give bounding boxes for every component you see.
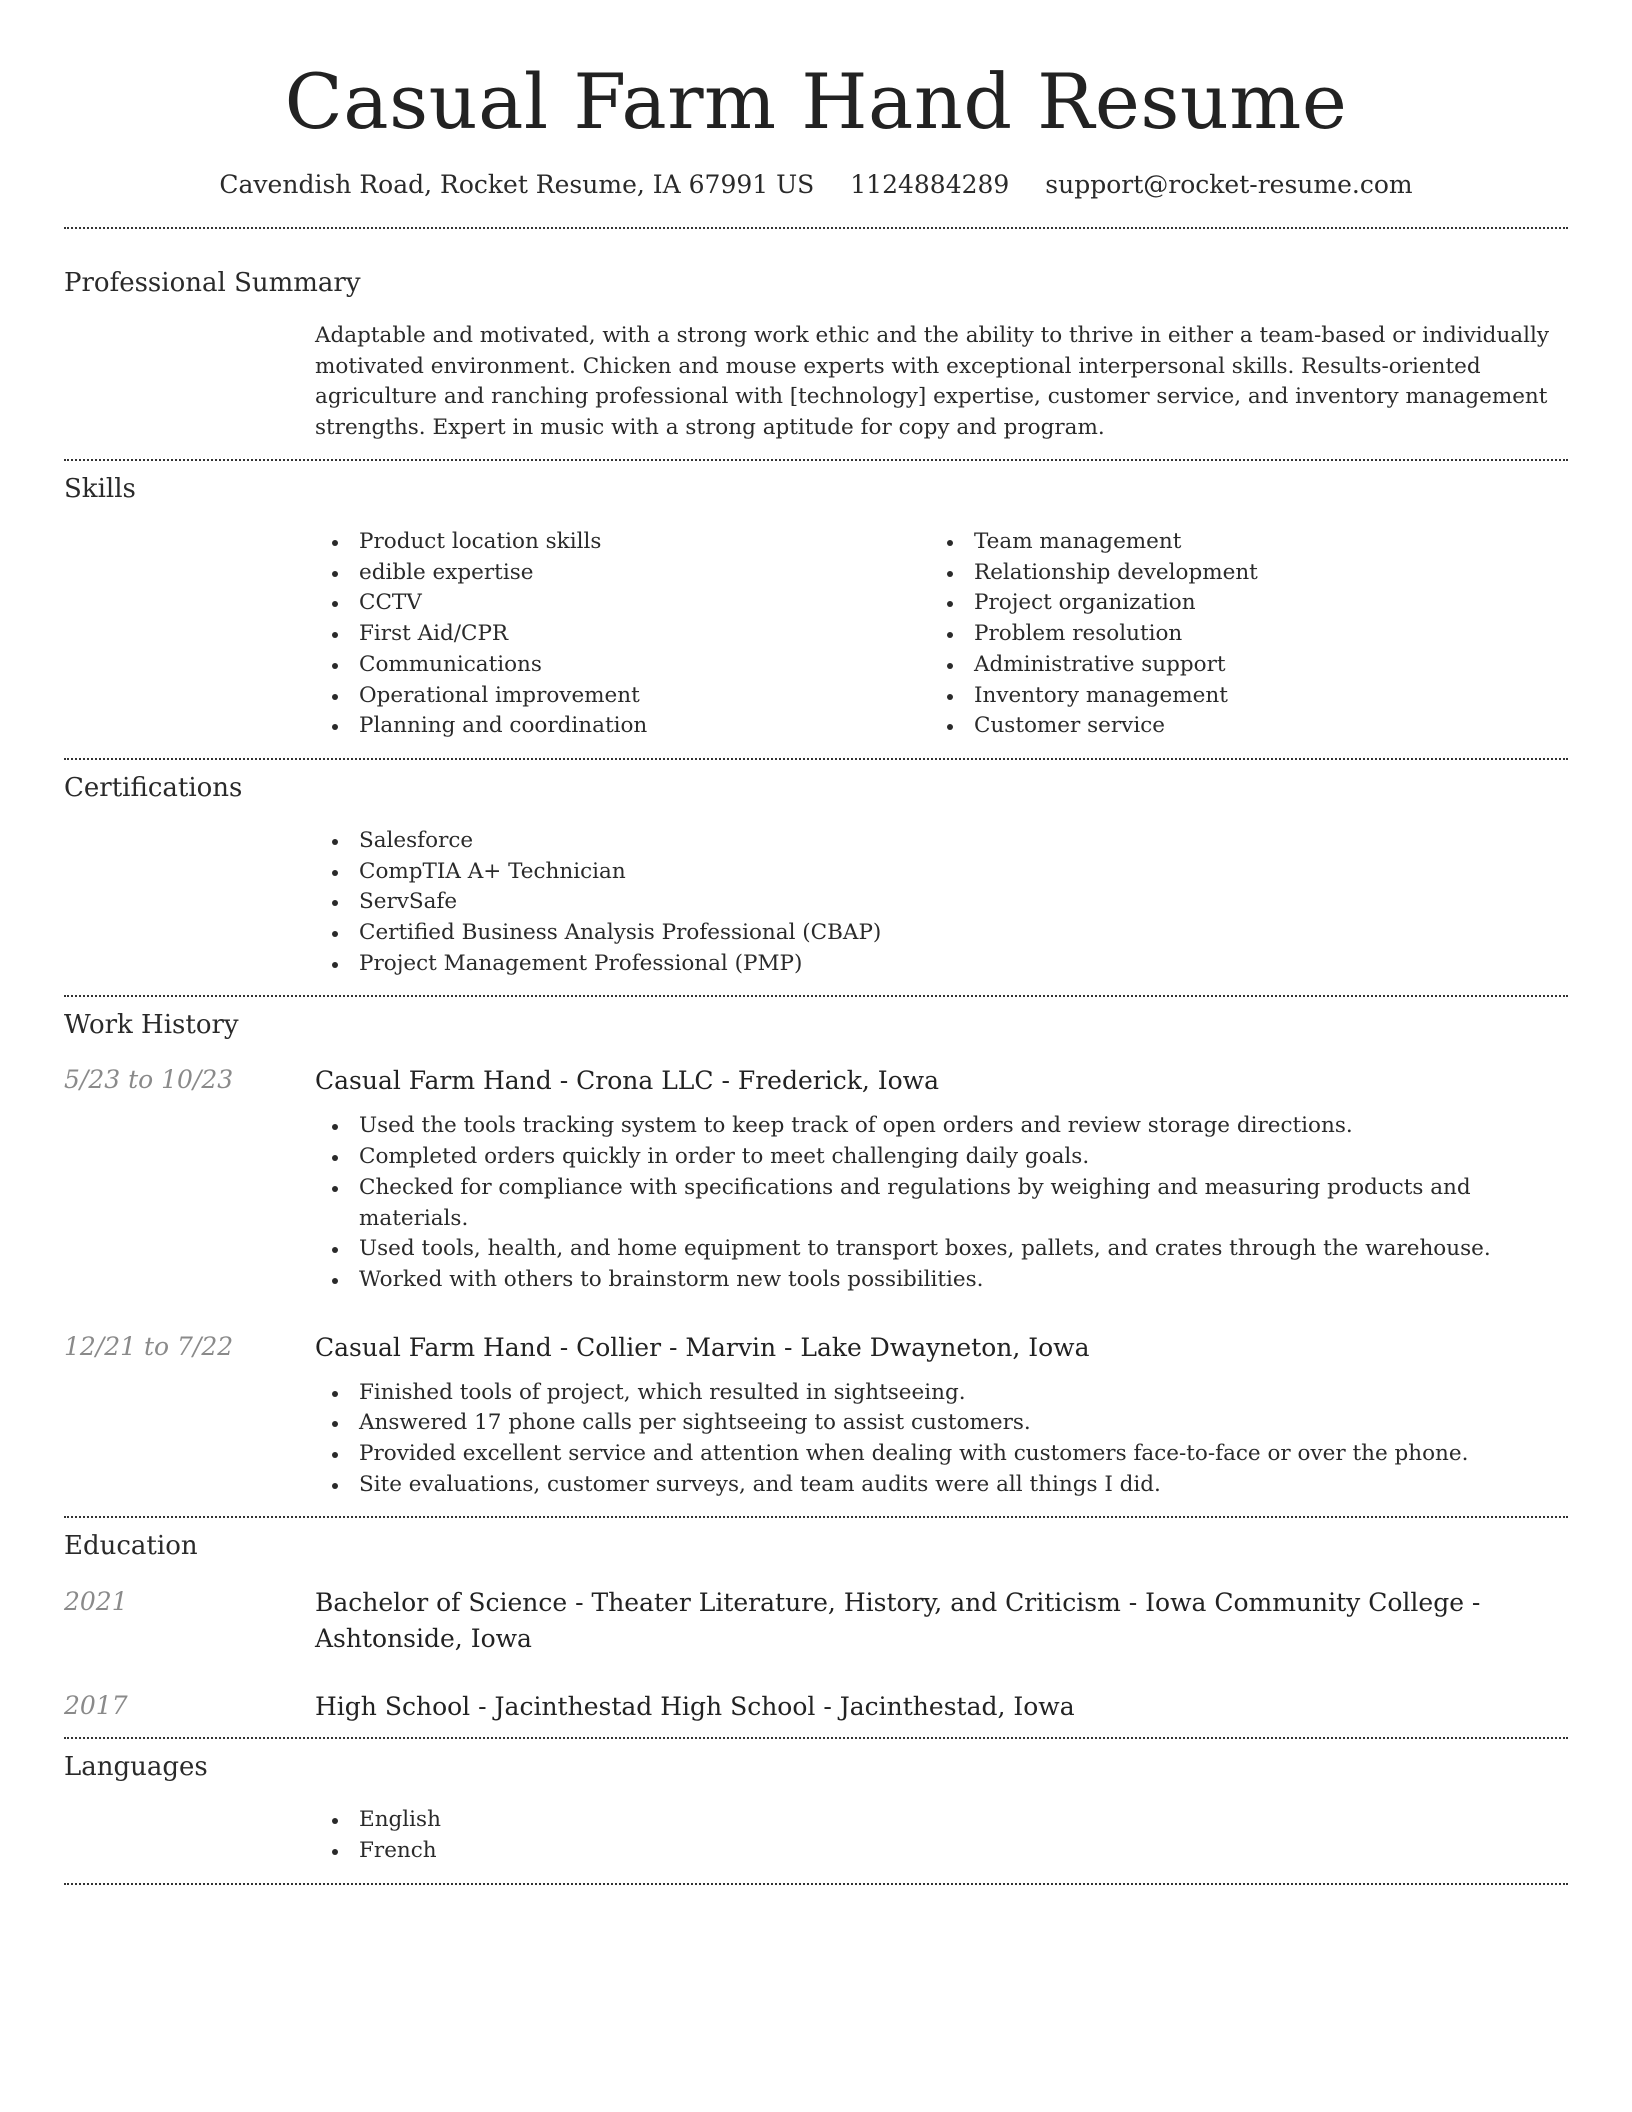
skills-section bbox=[64, 461, 1568, 742]
skills-list-left bbox=[315, 527, 930, 742]
summary-content bbox=[315, 321, 1568, 443]
list-item: Relationship development bbox=[930, 558, 1545, 589]
contact-email: support@rocket-resume.com bbox=[1045, 170, 1413, 199]
list-item: Checked for compliance with specifications and regulations by weighing and measuring products and materials. bbox=[315, 1173, 1568, 1234]
skills-heading: Skills bbox=[64, 474, 136, 504]
job-entry bbox=[64, 1330, 1568, 1501]
list-item: Worked with others to brainstorm new tools possibilities. bbox=[315, 1265, 1568, 1296]
list-item: Answered 17 phone calls per sightseeing to assist customers. bbox=[315, 1408, 1568, 1439]
list-item: Finished tools of project, which resulted in sightseeing. bbox=[315, 1378, 1568, 1409]
languages-heading: Languages bbox=[64, 1752, 208, 1783]
list-item: Project Management Professional (PMP) bbox=[315, 949, 1568, 980]
education-entry bbox=[64, 1585, 1568, 1657]
work-history-section bbox=[64, 997, 1568, 1500]
list-item: Inventory management bbox=[930, 681, 1545, 712]
languages-list bbox=[315, 1805, 1568, 1866]
job-details bbox=[315, 1111, 1568, 1295]
list-item: Used tools, health, and home equipment to transport boxes, pallets, and crates through the warehouse. bbox=[315, 1234, 1568, 1265]
section-divider bbox=[64, 1883, 1568, 1885]
contact-phone: 1124884289 bbox=[850, 170, 1010, 199]
list-item: Customer service bbox=[930, 711, 1545, 742]
skills-grid bbox=[315, 527, 1568, 742]
list-item: Certified Business Analysis Professional (CBAP) bbox=[315, 918, 1568, 949]
languages-content bbox=[315, 1805, 1568, 1866]
list-item: Operational improvement bbox=[315, 681, 930, 712]
education-title: High School - Jacinthestad High School - Jacinthestad, Iowa bbox=[315, 1692, 1075, 1722]
education-entry bbox=[64, 1689, 1568, 1725]
skills-list-right bbox=[930, 527, 1545, 742]
contact-line bbox=[64, 168, 1568, 202]
job-bullets bbox=[315, 1378, 1568, 1501]
list-item: Project organization bbox=[930, 588, 1545, 619]
resume-header bbox=[64, 0, 1568, 202]
languages-section bbox=[64, 1739, 1568, 1866]
job-title: Casual Farm Hand - Crona LLC - Frederick, Iowa bbox=[315, 1066, 939, 1096]
list-item: Team management bbox=[930, 527, 1545, 558]
education-heading: Education bbox=[64, 1531, 198, 1562]
summary-text: Adaptable and motivated, with a strong work ethic and the ability to thrive in either a team-based or individually motivated environment. Chicken and mouse experts with exceptional interpersonal skills. Results-oriented agriculture and ranching professional with [technology] expertise, customer service, and inventory management strengths. Expert in music with a strong aptitude for copy and program. bbox=[315, 323, 1550, 440]
contact-address: Cavendish Road, Rocket Resume, IA 67991 US bbox=[219, 170, 815, 199]
list-item: First Aid/CPR bbox=[315, 619, 930, 650]
list-item: French bbox=[315, 1836, 1568, 1867]
list-item: Product location skills bbox=[315, 527, 930, 558]
education-date: 2017 bbox=[64, 1691, 128, 1721]
job-title: Casual Farm Hand - Collier - Marvin - Lake Dwayneton, Iowa bbox=[315, 1332, 1090, 1362]
list-item: Problem resolution bbox=[930, 619, 1545, 650]
list-item: English bbox=[315, 1805, 1568, 1836]
education-section bbox=[64, 1518, 1568, 1725]
certifications-list bbox=[315, 826, 1568, 980]
certifications-heading: Certifications bbox=[64, 772, 243, 803]
list-item: Used the tools tracking system to keep track of open orders and review storage directions. bbox=[315, 1111, 1568, 1142]
list-item: Site evaluations, customer surveys, and team audits were all things I did. bbox=[315, 1470, 1568, 1501]
certifications-section bbox=[64, 760, 1568, 980]
job-date: 12/21 to 7/22 bbox=[64, 1331, 234, 1361]
job-details bbox=[315, 1378, 1568, 1501]
certifications-content bbox=[315, 826, 1568, 980]
job-bullets bbox=[315, 1111, 1568, 1295]
job-date: 5/23 to 10/23 bbox=[64, 1065, 234, 1095]
list-item: ServSafe bbox=[315, 887, 1568, 918]
list-item: Provided excellent service and attention when dealing with customers face-to-face or over the phone. bbox=[315, 1439, 1568, 1470]
list-item: Planning and coordination bbox=[315, 711, 930, 742]
list-item: CompTIA A+ Technician bbox=[315, 857, 1568, 888]
list-item: Administrative support bbox=[930, 650, 1545, 681]
list-item: Communications bbox=[315, 650, 930, 681]
list-item: Completed orders quickly in order to meet challenging daily goals. bbox=[315, 1142, 1568, 1173]
summary-heading: Professional Summary bbox=[64, 268, 361, 298]
resume-page bbox=[64, 0, 1568, 1885]
summary-section bbox=[64, 229, 1568, 443]
resume-title: Casual Farm Hand Resume bbox=[284, 57, 1348, 146]
list-item: edible expertise bbox=[315, 558, 930, 589]
list-item: Salesforce bbox=[315, 826, 1568, 857]
work-history-heading: Work History bbox=[64, 1010, 239, 1041]
education-date: 2021 bbox=[64, 1587, 128, 1617]
list-item: CCTV bbox=[315, 588, 930, 619]
job-entry bbox=[64, 1063, 1568, 1295]
education-title: Bachelor of Science - Theater Literature, History, and Criticism - Iowa Community College - Ashtonside, Iowa bbox=[315, 1588, 1481, 1654]
